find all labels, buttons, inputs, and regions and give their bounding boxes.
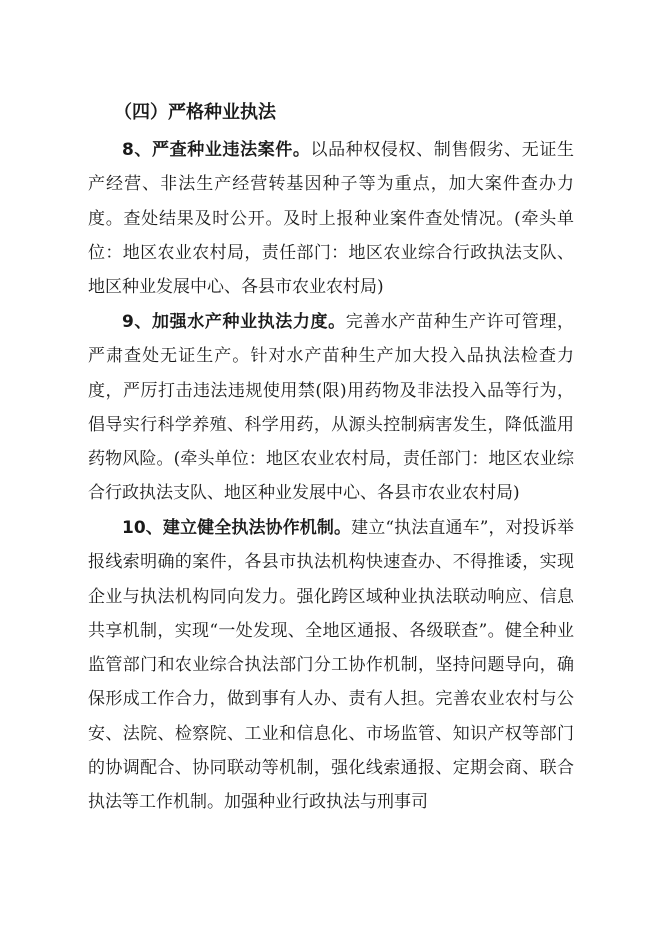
paragraph-8 xyxy=(88,133,574,304)
paragraph-8-body: 以品种权侵权、制售假劣、无证生产经营、非法生产经营转基因种子等为重点，加大案件查办力度。查处结果及时公开。及时上报种业案件查处情况。(牵头单位：地区农业农村局，责任部门：地区农业综合行政执法支队、地区种业发展中心、各县市农业农村局) xyxy=(88,140,574,298)
paragraph-10-body: 建立“执法直通车”，对投诉举报线索明确的案件，各县市执法机构快速查办、不得推诿，实现企业与执法机构同向发力。强化跨区域种业执法联动响应、信息共享机制，实现“一处发现、全地区通报、各级联查”。健全种业监管部门和农业综合执法部门分工协作机制，坚持问题导向，确保形成工作合力，做到事有人办、责有人担。完善农业农村与公安、法院、检察院、工业和信息化、市场监管、知识产权等部门的协调配合、协同联动等机制，强化线索通报、定期会商、联合执法等工作机制。加强种业行政执法与刑事司 xyxy=(88,518,574,813)
paragraph-10-lead: 10、建立健全执法协作机制。 xyxy=(122,518,352,538)
paragraph-9-lead: 9、加强水产种业执法力度。 xyxy=(122,312,346,332)
paragraph-10 xyxy=(88,511,574,820)
paragraph-8-lead: 8、严查种业违法案件。 xyxy=(122,140,311,160)
paragraph-9-body: 完善水产苗种生产许可管理，严肃查处无证生产。针对水产苗种生产加大投入品执法检查力度，严厉打击违法违规使用禁(限)用药物及非法投入品等行为，倡导实行科学养殖、科学用药，从源头控制病害发生，降低滥用药物风险。(牵头单位：地区农业农村局，责任部门：地区农业综合行政执法支队、地区种业发展中心、各县市农业农村局) xyxy=(88,312,575,504)
paragraph-9 xyxy=(88,305,574,511)
section-heading: （四）严格种业执法 xyxy=(114,102,276,123)
